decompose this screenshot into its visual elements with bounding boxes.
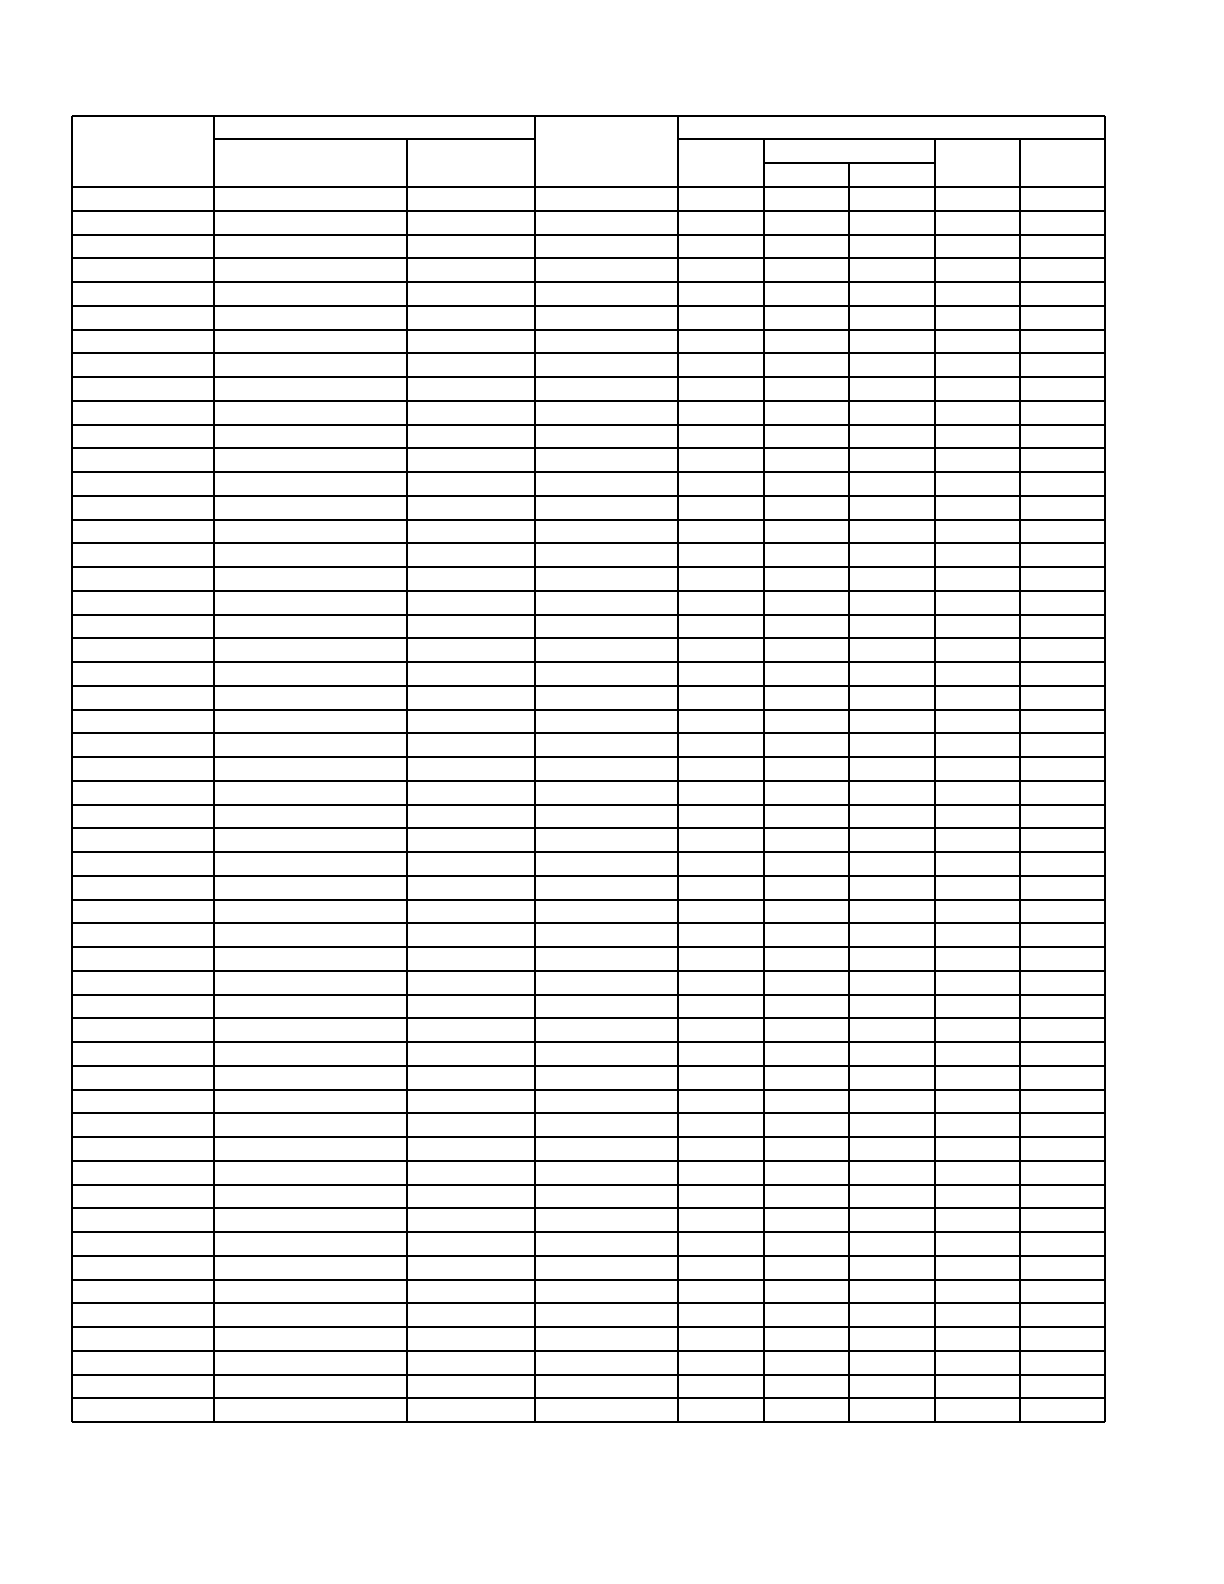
table-header xyxy=(72,116,1105,1422)
table-body xyxy=(72,187,1105,1422)
